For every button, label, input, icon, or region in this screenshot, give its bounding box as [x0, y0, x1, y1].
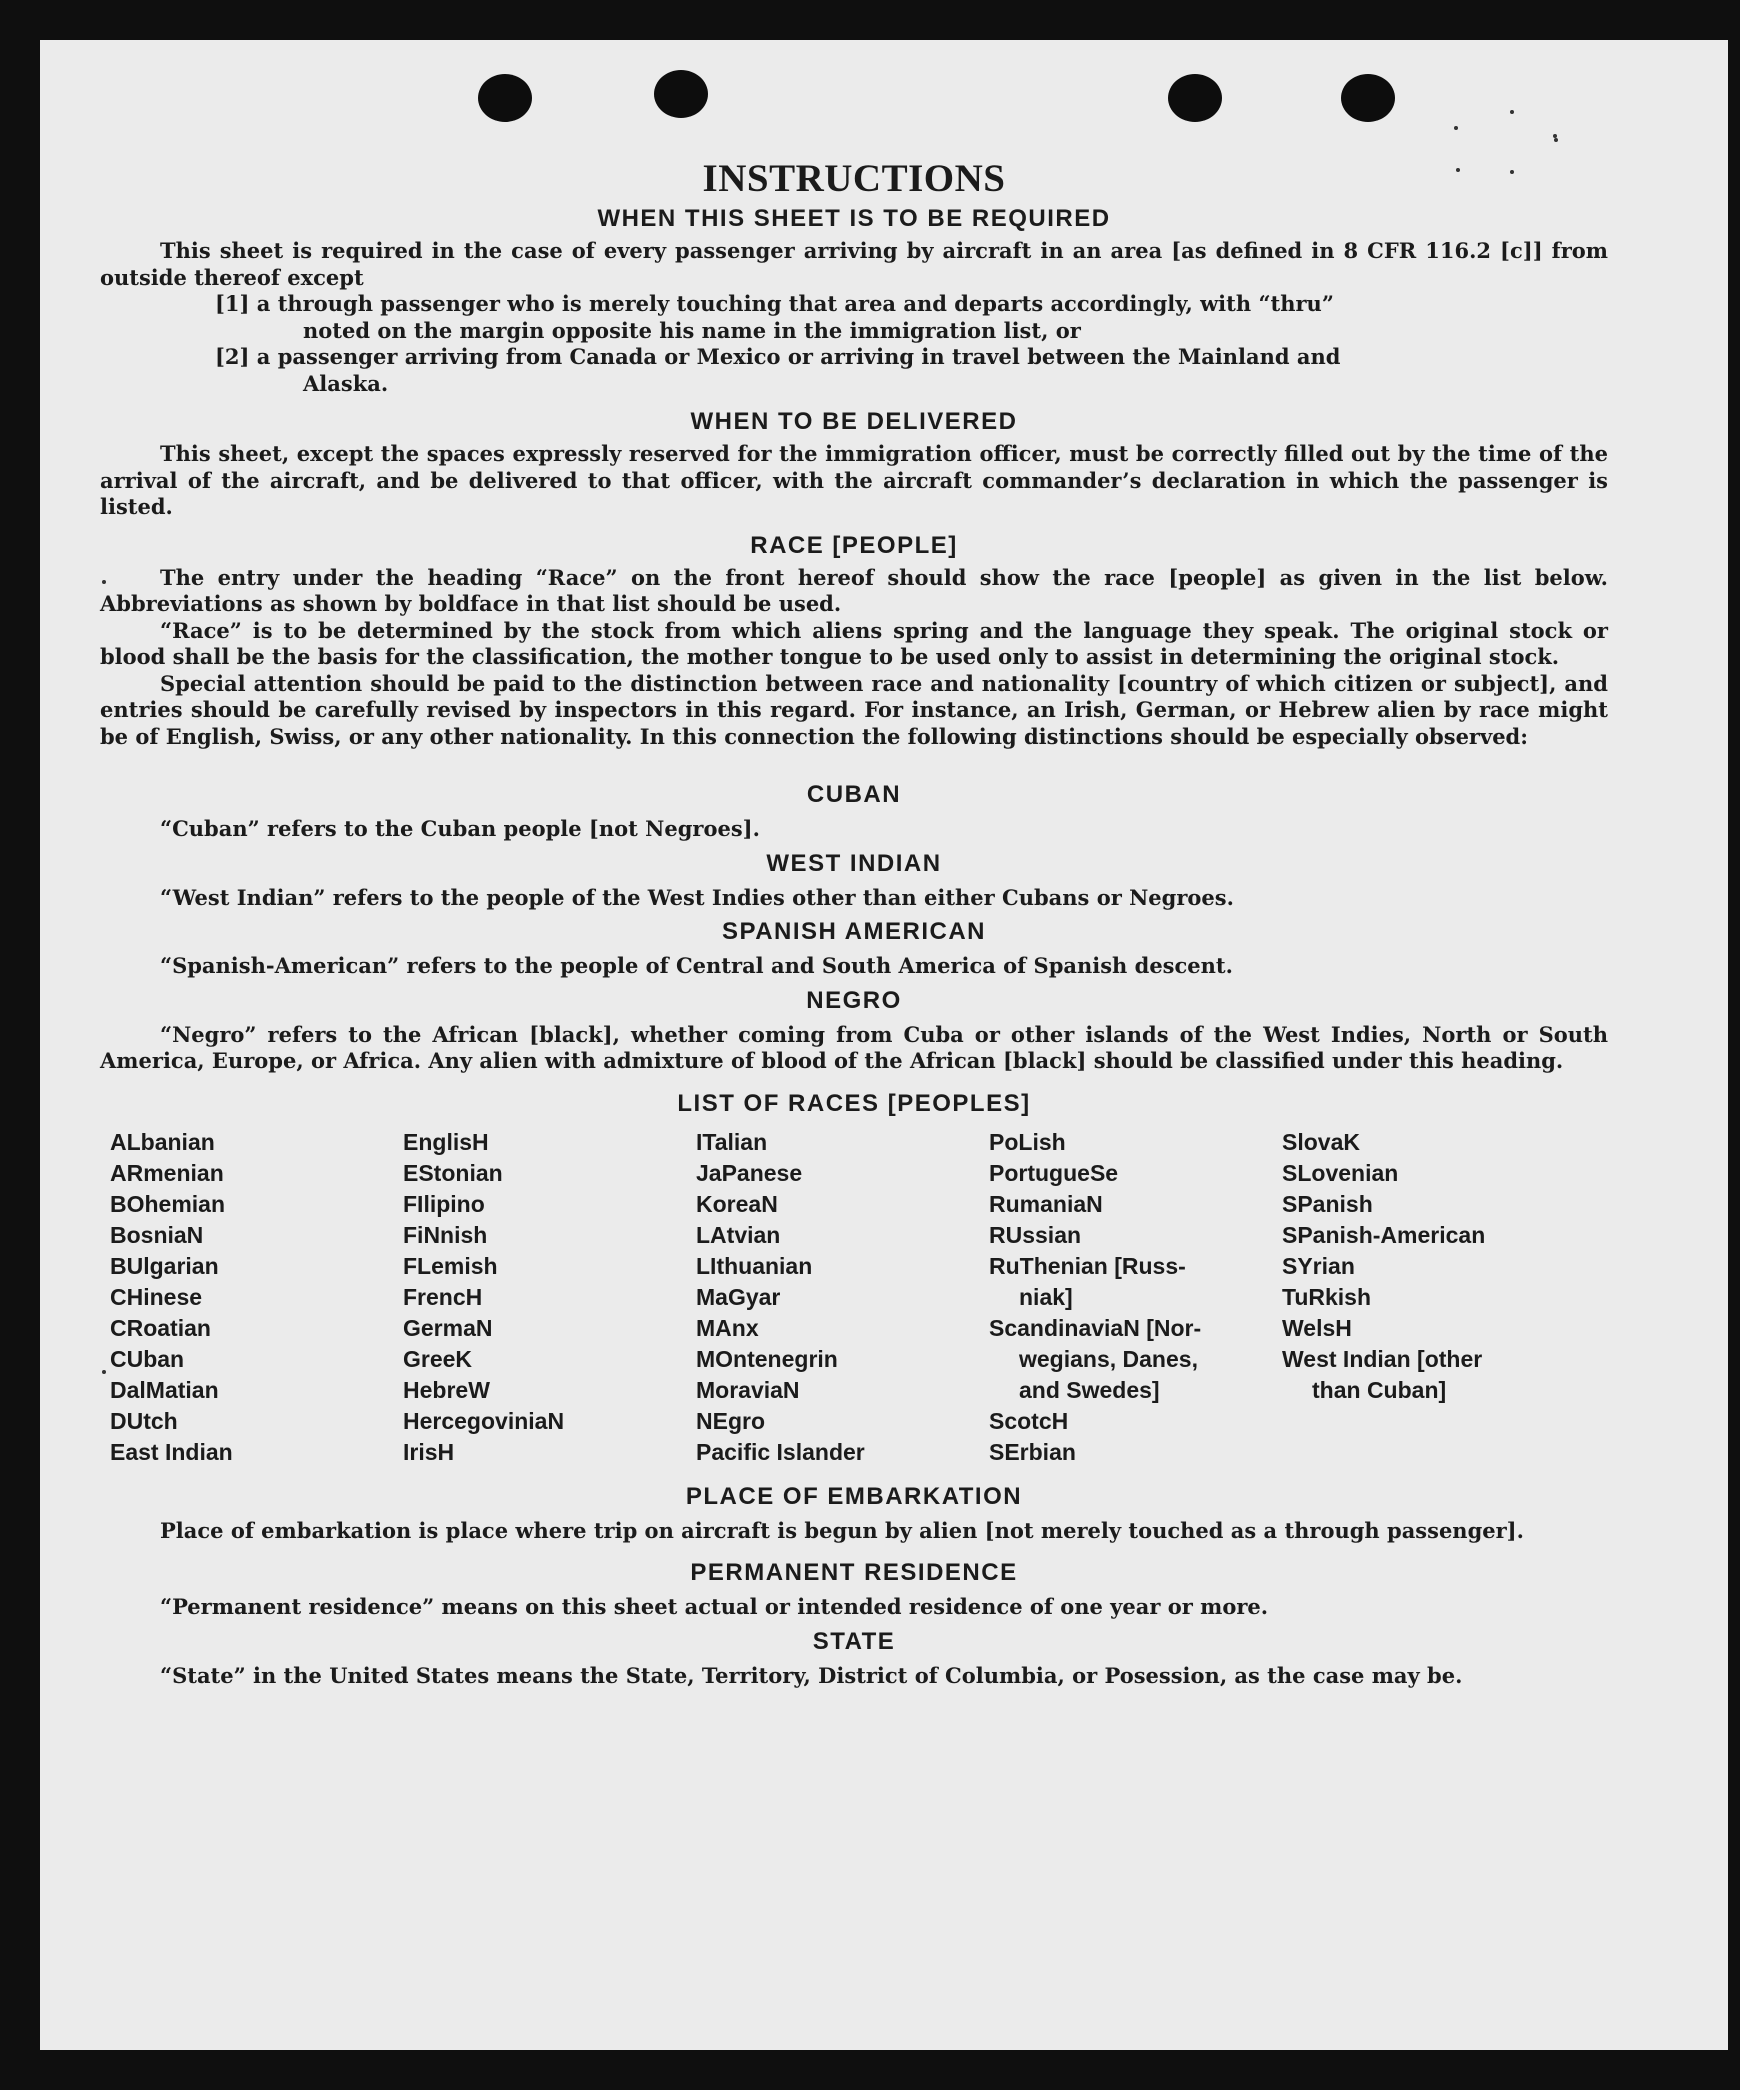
race-entry: MoraviaN	[696, 1376, 800, 1403]
race-paragraph-2: “Race” is to be determined by the stock from which aliens spring and the language they speak. The original stock or blood shall be the basis for the classification, the mother tongue to be used only to assist in determining the original stock.	[100, 617, 1608, 669]
race-entry-continuation: wegians, Danes,	[1019, 1345, 1198, 1372]
race-entry: GreeK	[403, 1345, 473, 1372]
race-entry: LAtvian	[696, 1221, 781, 1248]
when-delivered-text: This sheet, except the spaces expressly reserved for the immigration officer, must be correctly filled out by the time of the arrival of the aircraft, and be delivered to that officer, with the aircraft commander’s declaration in which the passenger is listed.	[100, 441, 1608, 519]
race-entry: MAnx	[696, 1314, 759, 1341]
race-entry: TuRkish	[1282, 1283, 1372, 1310]
heading-permanent-residence: PERMANENT RESIDENCE	[690, 1559, 1018, 1586]
exception-item-text: [2] a passenger arriving from Canada or Mexico or arriving in travel between the Mainland and	[215, 344, 1341, 369]
race-entry: HebreW	[403, 1376, 490, 1403]
exception-item-continuation: noted on the margin opposite his name in the immigration list, or	[303, 317, 1081, 343]
race-entry: DUtch	[110, 1407, 178, 1434]
heading-list-of-races: LIST OF RACES [PEOPLES]	[677, 1089, 1031, 1117]
heading-embarkation: PLACE OF EMBARKATION	[685, 1482, 1023, 1510]
race-entry: FiNnish	[403, 1221, 488, 1248]
race-entry-continuation: than Cuban]	[1312, 1376, 1447, 1403]
heading-when-required: WHEN THIS SHEET IS TO BE REQUIRED	[597, 205, 1111, 232]
speck	[1454, 126, 1458, 130]
races-column	[696, 1127, 989, 1468]
race-entry-continuation: niak]	[1019, 1283, 1073, 1310]
races-column	[989, 1127, 1282, 1468]
race-entry: CHinese	[110, 1283, 203, 1310]
race-entry: SLovenian	[1282, 1159, 1399, 1186]
race-entry-continuation: and Swedes]	[1019, 1376, 1160, 1403]
heading-spanish-american: SPANISH AMERICAN	[721, 918, 986, 945]
exception-item-continuation: Alaska.	[303, 370, 389, 396]
race-entry: ScandinaviaN [Nor-	[989, 1314, 1202, 1341]
race-paragraph-1: The entry under the heading “Race” on the front hereof should show the race [people] as given in the list below. Abbreviations as shown by boldface in that list should be used.	[100, 564, 1608, 616]
races-column	[1282, 1127, 1582, 1468]
race-entry: GermaN	[403, 1314, 493, 1341]
heading-negro: NEGRO	[806, 986, 902, 1014]
punch-hole	[1168, 74, 1222, 122]
race-entry: PortugueSe	[989, 1159, 1119, 1186]
race-entry: ARmenian	[110, 1159, 224, 1186]
residence-text: “Permanent residence” means on this sheet actual or intended residence of one year or more.	[160, 1594, 1269, 1619]
race-entry: BOhemian	[110, 1190, 226, 1217]
race-paragraph-3: Special attention should be paid to the distinction between race and nationality [country of which citizen or subject], and entries should be carefully revised by inspectors in this regard. For instance, an Irish, German, or Hebrew alien by race might be of English, Swiss, or any other nationality. In this connection the following distinctions should be especially observed:	[100, 670, 1608, 749]
race-entry: SPanish	[1282, 1190, 1373, 1217]
race-entry: West Indian [other	[1282, 1345, 1483, 1372]
race-entry: CUban	[110, 1345, 185, 1372]
race-entry: JaPanese	[696, 1159, 803, 1186]
race-entry: SYrian	[1282, 1252, 1355, 1279]
races-table	[110, 1127, 1608, 1468]
punch-hole	[1341, 74, 1395, 122]
west-indian-text: “West Indian” refers to the people of the West Indies other than either Cubans or Negroes.	[160, 884, 1234, 910]
race-entry: RumaniaN	[989, 1190, 1103, 1217]
spanish-american-text: “Spanish-American” refers to the people of Central and South America of Spanish descent.	[160, 953, 1233, 978]
race-entry: WelsH	[1282, 1314, 1352, 1341]
embarkation-text: Place of embarkation is place where trip on aircraft is begun by alien [not merely touched as a through passenger].	[160, 1517, 1524, 1543]
race-entry: ALbanian	[110, 1128, 215, 1155]
race-entry: BosniaN	[110, 1221, 204, 1248]
race-entry: EStonian	[403, 1159, 503, 1186]
races-column	[110, 1127, 403, 1468]
race-entry: Pacific Islander	[696, 1438, 865, 1465]
heading-state: STATE	[812, 1627, 896, 1655]
race-entry: MOntenegrin	[696, 1345, 838, 1372]
cuban-text: “Cuban” refers to the Cuban people [not Negroes].	[160, 816, 760, 841]
race-entry: FrencH	[403, 1283, 483, 1310]
heading-when-delivered: WHEN TO BE DELIVERED	[690, 408, 1018, 435]
heading-west-indian: WEST INDIAN	[766, 849, 942, 877]
page-title: INSTRUCTIONS	[702, 157, 1006, 200]
race-entry: SErbian	[989, 1438, 1076, 1465]
race-entry: FLemish	[403, 1252, 498, 1279]
punch-hole	[478, 74, 532, 122]
race-entry: RuThenian [Russ-	[989, 1252, 1186, 1279]
race-entry: BUlgarian	[110, 1252, 219, 1279]
when-required-intro: This sheet is required in the case of every passenger arriving by aircraft in an area [as defined in 8 CFR 116.2 [c]] from outside thereof except	[100, 238, 1608, 290]
race-entry: HercegoviniaN	[403, 1407, 565, 1434]
punch-hole	[654, 70, 708, 118]
speck	[1510, 110, 1514, 114]
race-entry: DalMatian	[110, 1376, 219, 1403]
race-entry: PoLish	[989, 1128, 1066, 1155]
race-entry: East Indian	[110, 1438, 233, 1465]
races-column	[403, 1127, 696, 1468]
exception-item-text: [1] a through passenger who is merely touching that area and departs accordingly, with “thru”	[215, 291, 1334, 316]
race-entry: EnglisH	[403, 1128, 489, 1155]
exception-item	[215, 291, 1608, 344]
negro-text: “Negro” refers to the African [black], whether coming from Cuba or other islands of the West Indies, North or South America, Europe, or Africa. Any alien with admixture of blood of the African [black] should be classified under this heading.	[100, 1021, 1608, 1073]
state-text: “State” in the United States means the State, Territory, District of Columbia, or Posession, as the case may be.	[160, 1662, 1463, 1688]
heading-cuban: CUBAN	[806, 781, 902, 808]
exception-item	[215, 344, 1608, 397]
race-entry: KoreaN	[696, 1190, 778, 1217]
heading-race: RACE [PEOPLE]	[750, 531, 958, 559]
instructions-content	[100, 150, 1608, 1689]
race-entry: SPanish-American	[1282, 1221, 1486, 1248]
race-entry: RUssian	[989, 1221, 1082, 1248]
race-entry: ScotcH	[989, 1407, 1069, 1434]
race-entry: LIthuanian	[696, 1252, 813, 1279]
speck	[1554, 138, 1558, 142]
race-entry: FIlipino	[403, 1190, 485, 1217]
race-entry: CRoatian	[110, 1314, 211, 1341]
race-entry: ITalian	[696, 1128, 768, 1155]
race-entry: MaGyar	[696, 1283, 781, 1310]
race-entry: NEgro	[696, 1407, 765, 1434]
race-entry: IrisH	[403, 1438, 455, 1465]
race-entry: SlovaK	[1282, 1128, 1360, 1155]
